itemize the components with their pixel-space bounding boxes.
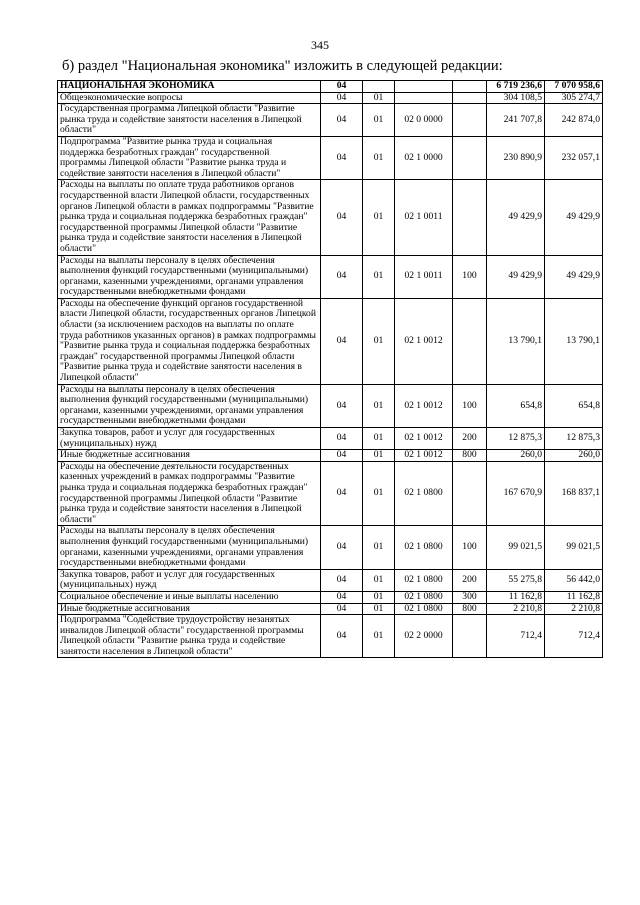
- row-subsection-code: 01: [363, 450, 395, 462]
- row-subsection-code: 01: [363, 384, 395, 427]
- row-subsection-code: 01: [363, 298, 395, 384]
- row-target-code: 02 2 0000: [395, 615, 453, 658]
- section-title: НАЦИОНАЛЬНАЯ ЭКОНОМИКА: [58, 81, 321, 93]
- row-name: Общеэкономические вопросы: [58, 92, 321, 104]
- row-subsection-code: 01: [363, 180, 395, 255]
- row-name: Расходы на обеспечение деятельности государственных казенных учреждений в рамках подпрограммы "Развитие рынка труда и социальная поддержка безработных граждан" государственной программы Липецкой области "Развитие рынка труда и содействие занятости населения в Липецкой области": [58, 461, 321, 526]
- table-row: [58, 104, 603, 137]
- row-target-code: 02 0 0000: [395, 104, 453, 137]
- row-subsection-code: 01: [363, 569, 395, 591]
- row-sum-year-1: 49 429,9: [487, 180, 545, 255]
- row-expense-type-code: [453, 615, 487, 658]
- row-name: Подпрограмма "Развитие рынка труда и социальная поддержка безработных граждан" государственной программы Липецкой области "Развитие рынка труда и содействие занятости населения в Липецкой области": [58, 136, 321, 179]
- row-section-code: 04: [321, 461, 363, 526]
- row-section-code: 04: [321, 615, 363, 658]
- row-sum-year-1: 2 210,8: [487, 603, 545, 615]
- row-expense-type-code: [453, 136, 487, 179]
- row-sum-year-1: 12 875,3: [487, 428, 545, 450]
- row-subsection-code: 01: [363, 255, 395, 298]
- row-target-code: 02 1 0000: [395, 136, 453, 179]
- row-sum-year-2: 12 875,3: [545, 428, 603, 450]
- row-sum-year-2: 305 274,7: [545, 92, 603, 104]
- row-expense-type-code: [453, 180, 487, 255]
- row-name: Государственная программа Липецкой области "Развитие рынка труда и содействие занятости населения в Липецкой области": [58, 104, 321, 137]
- row-target-code: 02 1 0800: [395, 591, 453, 603]
- row-expense-type-code: 800: [453, 603, 487, 615]
- table-row: [58, 461, 603, 526]
- row-sum-year-1: 167 670,9: [487, 461, 545, 526]
- row-expense-type-code: 200: [453, 569, 487, 591]
- row-target-code: 02 1 0012: [395, 450, 453, 462]
- row-expense-type-code: 100: [453, 526, 487, 569]
- row-sum-year-1: 49 429,9: [487, 255, 545, 298]
- row-name: Расходы на выплаты персоналу в целях обеспечения выполнения функций государственными (муниципальными) органами, казенными учреждениями, органами управления государственными внебюджетными фондами: [58, 255, 321, 298]
- page-number: 345: [311, 38, 329, 52]
- row-section-code: 04: [321, 526, 363, 569]
- row-expense-type-code: [453, 92, 487, 104]
- row-expense-type-code: 100: [453, 255, 487, 298]
- row-section-code: 04: [321, 384, 363, 427]
- row-sum-year-2: 232 057,1: [545, 136, 603, 179]
- target-code: [395, 81, 453, 93]
- table-row: [58, 569, 603, 591]
- row-section-code: 04: [321, 569, 363, 591]
- row-target-code: 02 1 0800: [395, 526, 453, 569]
- row-target-code: 02 1 0800: [395, 461, 453, 526]
- row-section-code: 04: [321, 428, 363, 450]
- row-subsection-code: 01: [363, 461, 395, 526]
- row-sum-year-2: 99 021,5: [545, 526, 603, 569]
- row-name: Закупка товаров, работ и услуг для государственных (муниципальных) нужд: [58, 428, 321, 450]
- row-section-code: 04: [321, 180, 363, 255]
- row-sum-year-2: 654,8: [545, 384, 603, 427]
- table-row: [58, 428, 603, 450]
- budget-table: [57, 80, 603, 658]
- row-section-code: 04: [321, 298, 363, 384]
- sum-year-2: 7 070 958,6: [545, 81, 603, 93]
- row-sum-year-1: 260,0: [487, 450, 545, 462]
- row-sum-year-2: 11 162,8: [545, 591, 603, 603]
- subsection-code: [363, 81, 395, 93]
- row-name: Подпрограмма "Содействие трудоустройству незанятых инвалидов Липецкой области" государственной программы Липецкой области "Развитие рынка труда и содействие занятости населения в Липецкой области": [58, 615, 321, 658]
- row-expense-type-code: 800: [453, 450, 487, 462]
- row-subsection-code: 01: [363, 136, 395, 179]
- row-sum-year-1: 55 275,8: [487, 569, 545, 591]
- row-subsection-code: 01: [363, 428, 395, 450]
- table-row: [58, 136, 603, 179]
- intro-text: б) раздел "Национальная экономика" изложить в следующей редакции:: [62, 58, 503, 74]
- row-name: Иные бюджетные ассигнования: [58, 603, 321, 615]
- row-target-code: [395, 92, 453, 104]
- table-header-row: [58, 81, 603, 93]
- row-section-code: 04: [321, 136, 363, 179]
- row-subsection-code: 01: [363, 591, 395, 603]
- row-expense-type-code: [453, 461, 487, 526]
- row-name: Расходы на выплаты персоналу в целях обеспечения выполнения функций государственными (муниципальными) органами, казенными учреждениями, органами управления государственными внебюджетными фондами: [58, 384, 321, 427]
- table-row: [58, 255, 603, 298]
- row-sum-year-2: 260,0: [545, 450, 603, 462]
- table-row: [58, 615, 603, 658]
- row-name: Социальное обеспечение и иные выплаты населению: [58, 591, 321, 603]
- row-name: Расходы на выплаты по оплате труда работников органов государственной власти Липецкой области, государственных органов Липецкой области в рамках подпрограммы "Развитие рынка труда и социальная поддержка безработных граждан" государственной программы Липецкой области "Развитие рынка труда и содействие занятости населения в Липецкой области": [58, 180, 321, 255]
- table-row: [58, 591, 603, 603]
- row-sum-year-1: 230 890,9: [487, 136, 545, 179]
- row-sum-year-1: 241 707,8: [487, 104, 545, 137]
- row-subsection-code: 01: [363, 603, 395, 615]
- row-sum-year-1: 11 162,8: [487, 591, 545, 603]
- table-row: [58, 298, 603, 384]
- row-target-code: 02 1 0800: [395, 569, 453, 591]
- row-target-code: 02 1 0800: [395, 603, 453, 615]
- row-target-code: 02 1 0011: [395, 255, 453, 298]
- row-sum-year-1: 712,4: [487, 615, 545, 658]
- row-target-code: 02 1 0012: [395, 298, 453, 384]
- row-section-code: 04: [321, 104, 363, 137]
- expense-type-code: [453, 81, 487, 93]
- row-section-code: 04: [321, 255, 363, 298]
- row-name: Иные бюджетные ассигнования: [58, 450, 321, 462]
- sum-year-1: 6 719 236,6: [487, 81, 545, 93]
- row-target-code: 02 1 0012: [395, 428, 453, 450]
- row-name: Расходы на обеспечение функций органов государственной власти Липецкой области, государственных органов Липецкой области (за исключением расходов на выплаты по оплате труда работников указанных органов) в рамках подпрограммы "Развитие рынка труда и социальная поддержка безработных граждан" государственной программы Липецкой области "Развитие рынка труда и содействие занятости населения в Липецкой области": [58, 298, 321, 384]
- row-sum-year-1: 99 021,5: [487, 526, 545, 569]
- row-section-code: 04: [321, 603, 363, 615]
- row-expense-type-code: 200: [453, 428, 487, 450]
- row-subsection-code: 01: [363, 92, 395, 104]
- row-sum-year-1: 304 108,5: [487, 92, 545, 104]
- row-sum-year-2: 49 429,9: [545, 255, 603, 298]
- row-name: Расходы на выплаты персоналу в целях обеспечения выполнения функций государственными (муниципальными) органами, казенными учреждениями, органами управления государственными внебюджетными фондами: [58, 526, 321, 569]
- table-row: [58, 526, 603, 569]
- row-sum-year-2: 56 442,0: [545, 569, 603, 591]
- row-sum-year-2: 242 874,0: [545, 104, 603, 137]
- row-subsection-code: 01: [363, 104, 395, 137]
- table-row: [58, 450, 603, 462]
- row-section-code: 04: [321, 450, 363, 462]
- row-sum-year-2: 2 210,8: [545, 603, 603, 615]
- table-row: [58, 180, 603, 255]
- row-subsection-code: 01: [363, 615, 395, 658]
- row-expense-type-code: [453, 298, 487, 384]
- row-target-code: 02 1 0012: [395, 384, 453, 427]
- row-sum-year-1: 654,8: [487, 384, 545, 427]
- row-section-code: 04: [321, 92, 363, 104]
- row-expense-type-code: [453, 104, 487, 137]
- row-target-code: 02 1 0011: [395, 180, 453, 255]
- row-expense-type-code: 300: [453, 591, 487, 603]
- table-row: [58, 384, 603, 427]
- row-section-code: 04: [321, 591, 363, 603]
- table-row: [58, 603, 603, 615]
- row-sum-year-1: 13 790,1: [487, 298, 545, 384]
- row-sum-year-2: 168 837,1: [545, 461, 603, 526]
- table-row: [58, 92, 603, 104]
- row-sum-year-2: 712,4: [545, 615, 603, 658]
- row-sum-year-2: 13 790,1: [545, 298, 603, 384]
- row-name: Закупка товаров, работ и услуг для государственных (муниципальных) нужд: [58, 569, 321, 591]
- row-subsection-code: 01: [363, 526, 395, 569]
- row-expense-type-code: 100: [453, 384, 487, 427]
- section-code: 04: [321, 81, 363, 93]
- row-sum-year-2: 49 429,9: [545, 180, 603, 255]
